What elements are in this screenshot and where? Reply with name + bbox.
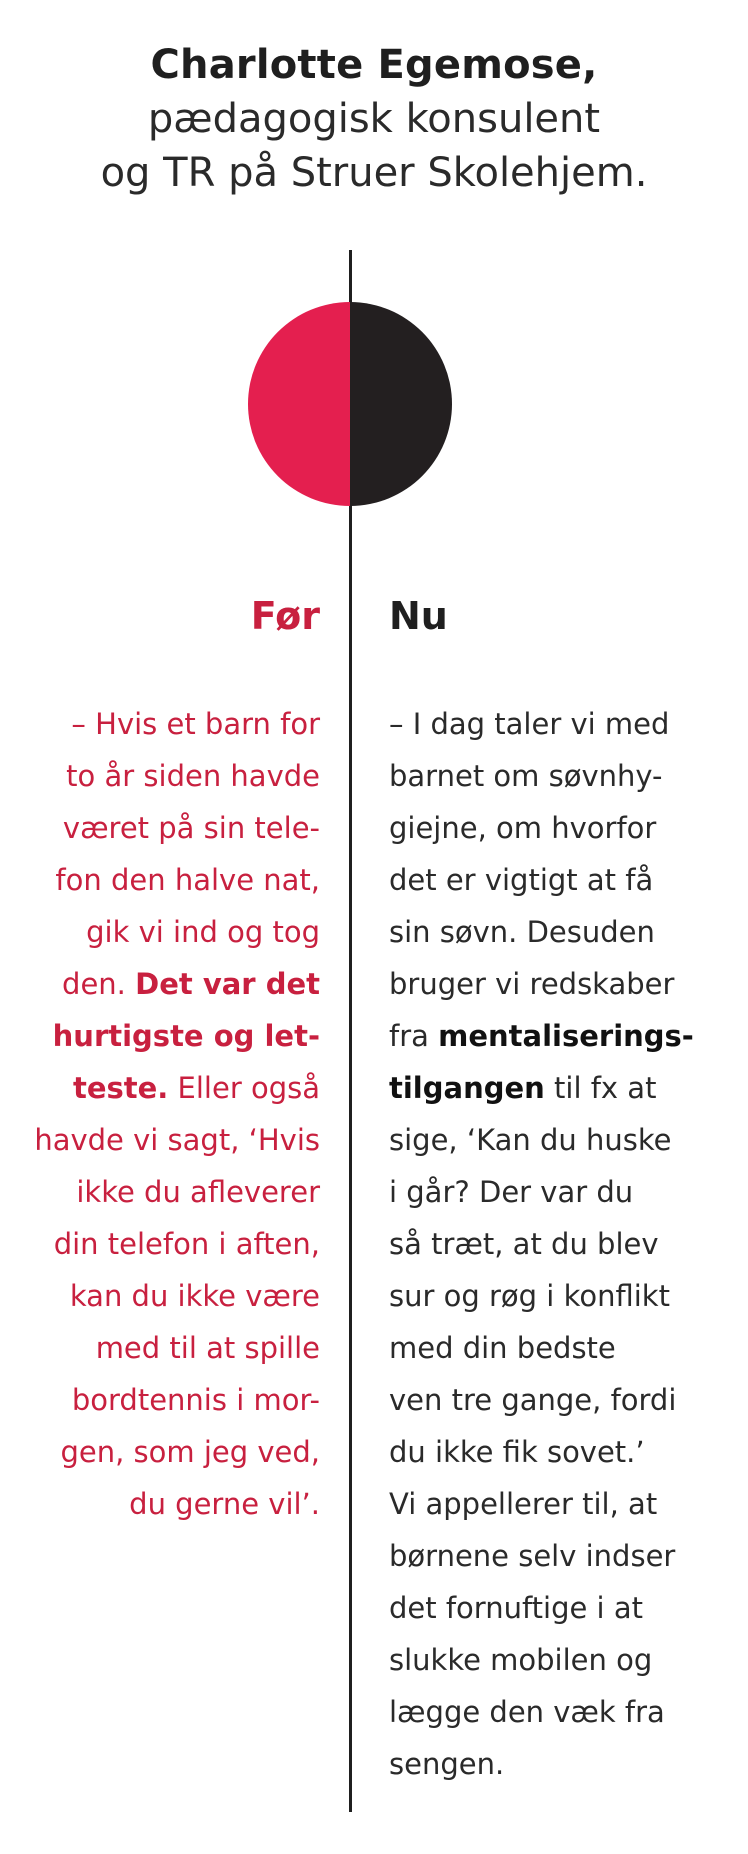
now-line: giejne, om hvorfor bbox=[389, 811, 657, 845]
now-emphasis: tilgangen bbox=[389, 1071, 545, 1105]
now-line: så træt, at du blev bbox=[389, 1227, 659, 1261]
person-role: pædagogisk konsulent bbox=[147, 96, 601, 142]
before-line: to år siden havde bbox=[66, 759, 320, 793]
before-line: fon den halve nat, bbox=[55, 863, 320, 897]
now-heading: Nu bbox=[389, 594, 448, 638]
now-column bbox=[389, 698, 739, 1790]
before-emphasis: hurtigste og let- bbox=[52, 1019, 320, 1053]
before-line: med til at spille bbox=[95, 1331, 320, 1365]
before-line: teste. Eller også bbox=[72, 1071, 320, 1105]
now-line: fra mentaliserings- bbox=[389, 1019, 694, 1053]
now-line: du ikke fik sovet.’ bbox=[389, 1435, 645, 1469]
person-name: Charlotte Egemose, bbox=[150, 42, 598, 88]
now-line: det fornuftige i at bbox=[389, 1591, 643, 1625]
before-line: gen, som jeg ved, bbox=[60, 1435, 320, 1469]
now-line: slukke mobilen og bbox=[389, 1643, 653, 1677]
now-emphasis: mentaliserings- bbox=[438, 1019, 694, 1053]
circle-half-black bbox=[350, 302, 452, 506]
before-line bbox=[0, 1010, 320, 1062]
now-line: – I dag taler vi med bbox=[389, 707, 670, 741]
before-emphasis: teste. bbox=[72, 1071, 169, 1105]
before-line: været på sin tele- bbox=[62, 811, 320, 845]
person-workplace: og TR på Struer Skolehjem. bbox=[100, 150, 648, 196]
before-line: kan du ikke være bbox=[69, 1279, 320, 1313]
now-line: ven tre gange, fordi bbox=[389, 1383, 677, 1417]
before-line: du gerne vil’. bbox=[129, 1487, 320, 1521]
now-line: lægge den væk fra bbox=[389, 1695, 665, 1729]
now-line: bruger vi redskaber bbox=[389, 967, 675, 1001]
before-line: havde vi sagt, ‘Hvis bbox=[34, 1123, 320, 1157]
split-circle-icon bbox=[248, 302, 452, 506]
circle-half-red bbox=[248, 302, 350, 506]
before-line: ikke du afleverer bbox=[76, 1175, 320, 1209]
now-line: det er vigtigt at få bbox=[389, 863, 654, 897]
before-line: din telefon i aften, bbox=[53, 1227, 320, 1261]
before-emphasis: Det var det bbox=[135, 967, 320, 1001]
now-line: sige, ‘Kan du huske bbox=[389, 1123, 672, 1157]
now-line: sin søvn. Desuden bbox=[389, 915, 655, 949]
now-line: barnet om søvnhy- bbox=[389, 759, 663, 793]
now-line: sengen. bbox=[389, 1747, 505, 1781]
now-line: sur og røg i konflikt bbox=[389, 1279, 670, 1313]
before-column bbox=[0, 698, 320, 1530]
before-line: – Hvis et barn for bbox=[71, 707, 320, 741]
now-line: med din bedste bbox=[389, 1331, 616, 1365]
now-line: børnene selv indser bbox=[389, 1539, 676, 1573]
before-heading: Før bbox=[250, 594, 320, 638]
article-header bbox=[0, 38, 748, 200]
before-line: den. Det var det bbox=[62, 967, 320, 1001]
now-line: tilgangen til fx at bbox=[389, 1071, 657, 1105]
now-line: i går? Der var du bbox=[389, 1175, 634, 1209]
before-line: bordtennis i mor- bbox=[71, 1383, 320, 1417]
now-line: Vi appellerer til, at bbox=[389, 1487, 658, 1521]
before-line: gik vi ind og tog bbox=[86, 915, 320, 949]
